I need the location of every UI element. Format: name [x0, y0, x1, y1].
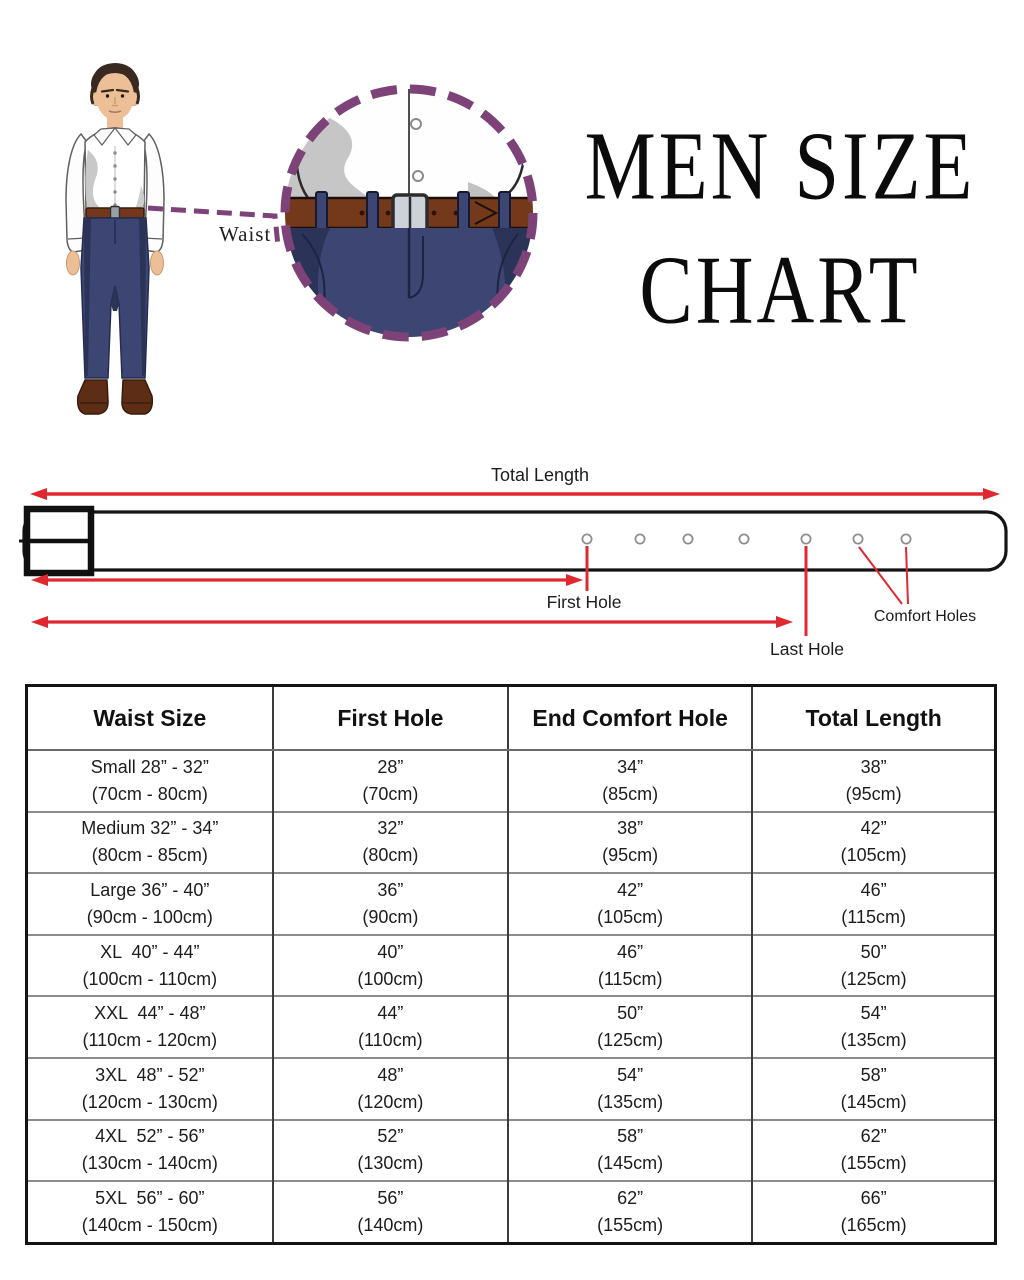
- waist-closeup: [272, 76, 546, 350]
- table-cell: 34” (85cm): [508, 750, 752, 812]
- title-line-2: CHART: [639, 237, 921, 345]
- table-row: [27, 1120, 996, 1182]
- table-cell: 50” (125cm): [508, 996, 752, 1058]
- table-cell: 62” (155cm): [752, 1120, 995, 1182]
- table-cell: 62” (155cm): [508, 1181, 752, 1243]
- table-cell: Large 36” - 40” (90cm - 100cm): [27, 873, 273, 935]
- size-table: [25, 684, 997, 1245]
- total-length-label: Total Length: [490, 465, 590, 485]
- table-cell: 58” (145cm): [508, 1120, 752, 1182]
- man-shoes: [78, 380, 153, 414]
- man-head: [91, 63, 139, 128]
- title-line-1: MEN SIZE: [584, 113, 976, 221]
- table-cell: 54” (135cm): [752, 996, 995, 1058]
- table-cell: 66” (165cm): [752, 1181, 995, 1243]
- col-header-end-comfort-hole: End Comfort Hole: [508, 686, 752, 751]
- table-cell: Small 28” - 32” (70cm - 80cm): [90, 756, 209, 804]
- last-hole-label: Last Hole: [770, 639, 844, 659]
- table-cell: XXL 44” - 48” (110cm - 120cm): [27, 996, 273, 1058]
- size-table-container: [25, 684, 997, 1245]
- belt-diagram: [0, 455, 1024, 680]
- waist-magnifier: [272, 76, 546, 350]
- col-header-total-length: Total Length: [752, 686, 995, 751]
- table-cell: XL 40” - 44” (100cm - 110cm): [27, 935, 273, 997]
- table-cell: 50” (125cm): [752, 935, 995, 997]
- man-pants: [81, 218, 149, 378]
- table-cell: 38” (95cm): [752, 750, 995, 812]
- table-cell: 54” (135cm): [508, 1058, 752, 1120]
- table-cell: 44” (110cm): [273, 996, 508, 1058]
- table-cell: 36” (90cm): [273, 873, 508, 935]
- table-cell: 48” (120cm): [273, 1058, 508, 1120]
- table-cell: 46” (115cm): [752, 873, 995, 935]
- table-cell: 32” (80cm): [273, 812, 508, 874]
- table-cell: 4XL 52” - 56” (130cm - 140cm): [27, 1120, 273, 1182]
- table-cell: 40” (100cm): [273, 935, 508, 997]
- total-length-arrow: [30, 488, 1000, 500]
- table-row: [27, 1181, 996, 1243]
- table-row: [27, 873, 996, 935]
- table-cell: 42” (105cm): [752, 812, 995, 874]
- table-cell: 5XL 56” - 60” (140cm - 150cm): [27, 1181, 273, 1243]
- table-cell: 46” (115cm): [508, 935, 752, 997]
- table-cell: 52” (130cm): [273, 1120, 508, 1182]
- table-cell: 38” (95cm): [508, 812, 752, 874]
- table-cell: Medium 32” - 34” (80cm - 85cm): [27, 812, 273, 874]
- first-hole-label: First Hole: [546, 592, 622, 612]
- table-cell: 28” (70cm): [273, 750, 508, 812]
- page-title: [565, 112, 995, 345]
- table-cell: 42” (105cm): [508, 873, 752, 935]
- table-row: [27, 750, 996, 812]
- table-row: [27, 812, 996, 874]
- table-cell: 58” (145cm): [752, 1058, 995, 1120]
- col-header-waist-size: Waist Size: [27, 686, 273, 751]
- table-row: [27, 996, 996, 1058]
- table-cell: 56” (140cm): [273, 1181, 508, 1243]
- table-row: [27, 1058, 996, 1120]
- waist-label: Waist: [219, 222, 272, 246]
- table-row: [27, 935, 996, 997]
- belt-shape: [19, 509, 1006, 573]
- table-cell: 3XL 48” - 52” (120cm - 130cm): [27, 1058, 273, 1120]
- table-header-row: [27, 686, 996, 751]
- comfort-holes-label: Comfort Holes: [873, 608, 977, 625]
- col-header-first-hole: First Hole: [273, 686, 508, 751]
